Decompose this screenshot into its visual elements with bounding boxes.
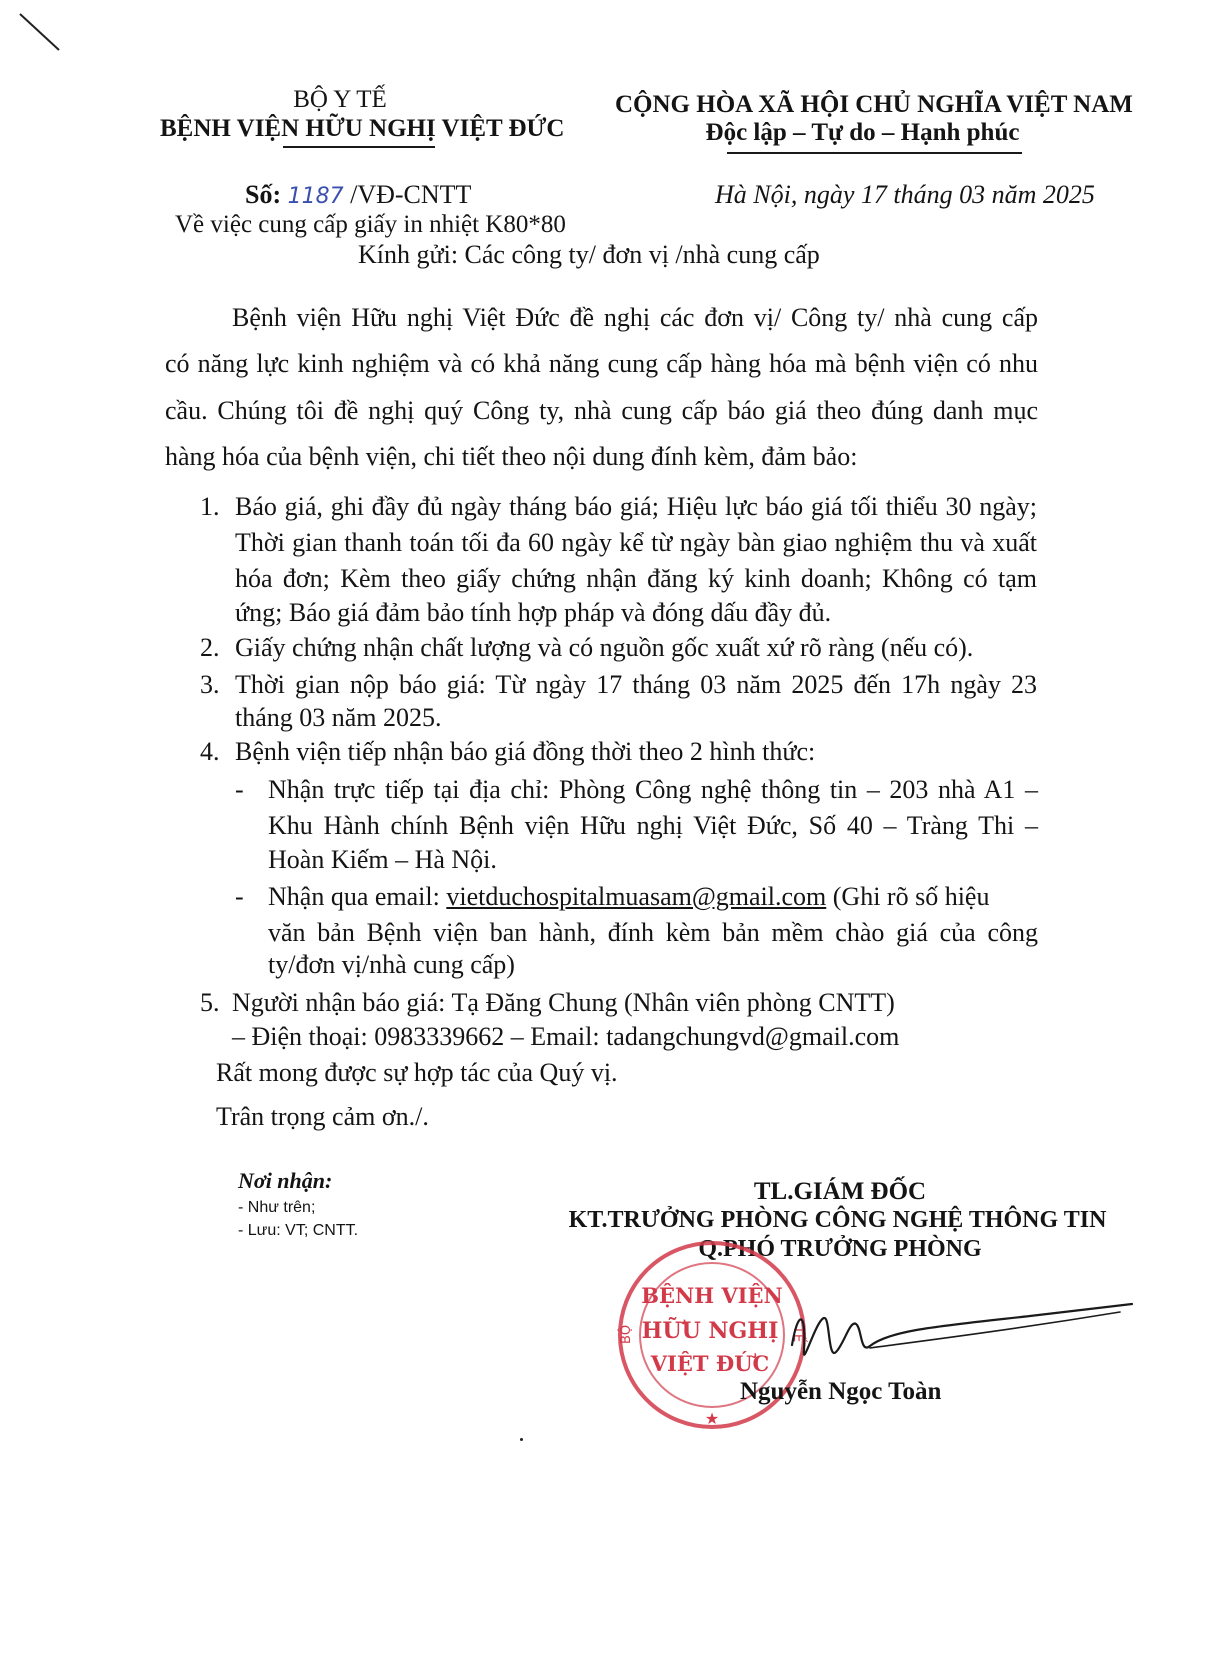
country-name: CỘNG HÒA XÃ HỘI CHỦ NGHĨA VIỆT NAM: [615, 91, 1133, 118]
stamp-line-3: VIỆT ĐỨC: [650, 1351, 770, 1376]
item-4-sub-1-dash: -: [235, 775, 244, 804]
item-4-number: 4.: [200, 737, 220, 766]
stamp-line-2: HỮU NGHỊ: [641, 1318, 779, 1344]
pen-mark: [15, 10, 65, 55]
item-3-number: 3.: [200, 670, 220, 699]
item-4-line-1: Bệnh viện tiếp nhận báo giá đồng thời theo 2 hình thức:: [235, 737, 816, 766]
stamp-side-right: TẾ: [790, 1326, 805, 1343]
number-suffix: /VĐ-CNTT: [350, 180, 472, 209]
stamp-line-1: BỆNH VIỆN: [641, 1283, 783, 1308]
signature-line-1: TL.GIÁM ĐỐC: [753, 1178, 927, 1205]
item-1-line-2: Thời gian thanh toán tối đa 60 ngày kể từ ngày bàn giao nghiệm thu và xuất: [235, 528, 1037, 557]
intro-line-2: có năng lực kinh nghiệm và có khả năng cung cấp hàng hóa mà bệnh viện có nhu: [165, 349, 1038, 378]
intro-line-4: hàng hóa của bệnh viện, chi tiết theo nội dung đính kèm, đảm bảo:: [165, 442, 858, 471]
item-2-number: 2.: [200, 633, 220, 662]
recipients-item-2: - Lưu: VT; CNTT.: [238, 1222, 359, 1239]
item-5-contact: – Điện thoại: 0983339662 – Email: tadangchungvd@gmail.com: [232, 1022, 900, 1051]
item-3-line-1: Thời gian nộp báo giá: Từ ngày 17 tháng 03 năm 2025 đến 17h ngày 23: [235, 670, 1037, 699]
item-4-sub-2-dash: -: [235, 882, 244, 911]
item-2-line-1: Giấy chứng nhận chất lượng và có nguồn gốc xuất xứ rõ ràng (nếu có).: [235, 633, 974, 662]
document-date: Hà Nội, ngày 17 tháng 03 năm 2025: [715, 180, 1095, 209]
recipient-line: Kính gửi: Các công ty/ đơn vị /nhà cung cấp: [358, 240, 820, 269]
item-3-line-2: tháng 03 năm 2025.: [235, 703, 442, 732]
item-1-line-1: Báo giá, ghi đầy đủ ngày tháng báo giá; Hiệu lực báo giá tối thiểu 30 ngày;: [235, 492, 1037, 521]
national-motto: Độc lập – Tự do – Hạnh phúc: [705, 119, 1020, 146]
item-5-line-1: Người nhận báo giá: Tạ Đăng Chung (Nhân viên phòng CNTT): [232, 988, 895, 1017]
number-label: Số:: [245, 180, 282, 209]
item-4-sub-2-line-1: [268, 882, 989, 912]
intro-line-1: Bệnh viện Hữu nghị Việt Đức đề nghị các đơn vị/ Công ty/ nhà cung cấp: [232, 303, 1038, 332]
email-suffix: (Ghi rõ số hiệu: [826, 882, 990, 911]
signer-name: Nguyễn Ngọc Toàn: [740, 1378, 942, 1405]
item-4-sub-1-line-1: Nhận trực tiếp tại địa chỉ: Phòng Công nghệ thông tin – 203 nhà A1 –: [268, 775, 1038, 804]
stamp-star-icon: ★: [704, 1409, 720, 1428]
document-number: [245, 180, 471, 212]
document-subject: Về việc cung cấp giấy in nhiệt K80*80: [175, 211, 566, 238]
handwritten-signature: [780, 1290, 1140, 1380]
closing-cooperation: Rất mong được sự hợp tác của Quý vị.: [216, 1058, 618, 1087]
item-4-sub-1-line-3: Hoàn Kiếm – Hà Nội.: [268, 845, 497, 874]
motto-underline: [727, 152, 1022, 154]
item-1-number: 1.: [200, 492, 220, 521]
ministry-name: BỘ Y TẾ: [293, 86, 387, 113]
item-4-sub-1-line-2: Khu Hành chính Bệnh viện Hữu nghị Việt Đức, Số 40 – Tràng Thi –: [268, 811, 1038, 840]
item-1-line-3: hóa đơn; Kèm theo giấy chứng nhận đăng ký kinh doanh; Không có tạm: [235, 564, 1037, 593]
submission-email-link[interactable]: vietduchospitalmuasam@gmail.com: [446, 882, 827, 911]
recipients-item-1: - Như trên;: [238, 1199, 316, 1216]
item-4-sub-2-line-2: văn bản Bệnh viện ban hành, đính kèm bản mềm chào giá của công: [268, 918, 1038, 947]
hospital-underline: [283, 146, 435, 148]
stamp-side-left: BỘ: [619, 1324, 634, 1344]
item-4-sub-2-line-3: ty/đơn vị/nhà cung cấp): [268, 950, 515, 979]
scan-dot: [520, 1438, 523, 1441]
item-5-number: 5.: [200, 988, 220, 1017]
hospital-name: BỆNH VIỆN HỮU NGHỊ VIỆT ĐỨC: [160, 115, 565, 142]
item-1-line-4: ứng; Báo giá đảm bảo tính hợp pháp và đóng dấu đầy đủ.: [235, 598, 832, 627]
email-prefix: Nhận qua email:: [268, 882, 447, 911]
closing-thanks: Trân trọng cảm ơn./.: [216, 1102, 429, 1131]
signature-line-3: Q.PHÓ TRƯỞNG PHÒNG: [698, 1236, 982, 1262]
signature-line-2: KT.TRƯỞNG PHÒNG CÔNG NGHỆ THÔNG TIN: [568, 1207, 1107, 1233]
intro-line-3: cầu. Chúng tôi đề nghị quý Công ty, nhà cung cấp báo giá theo đúng danh mục: [165, 396, 1038, 425]
handwritten-number: 1187: [287, 184, 344, 209]
recipients-title: Nơi nhận:: [238, 1168, 333, 1193]
